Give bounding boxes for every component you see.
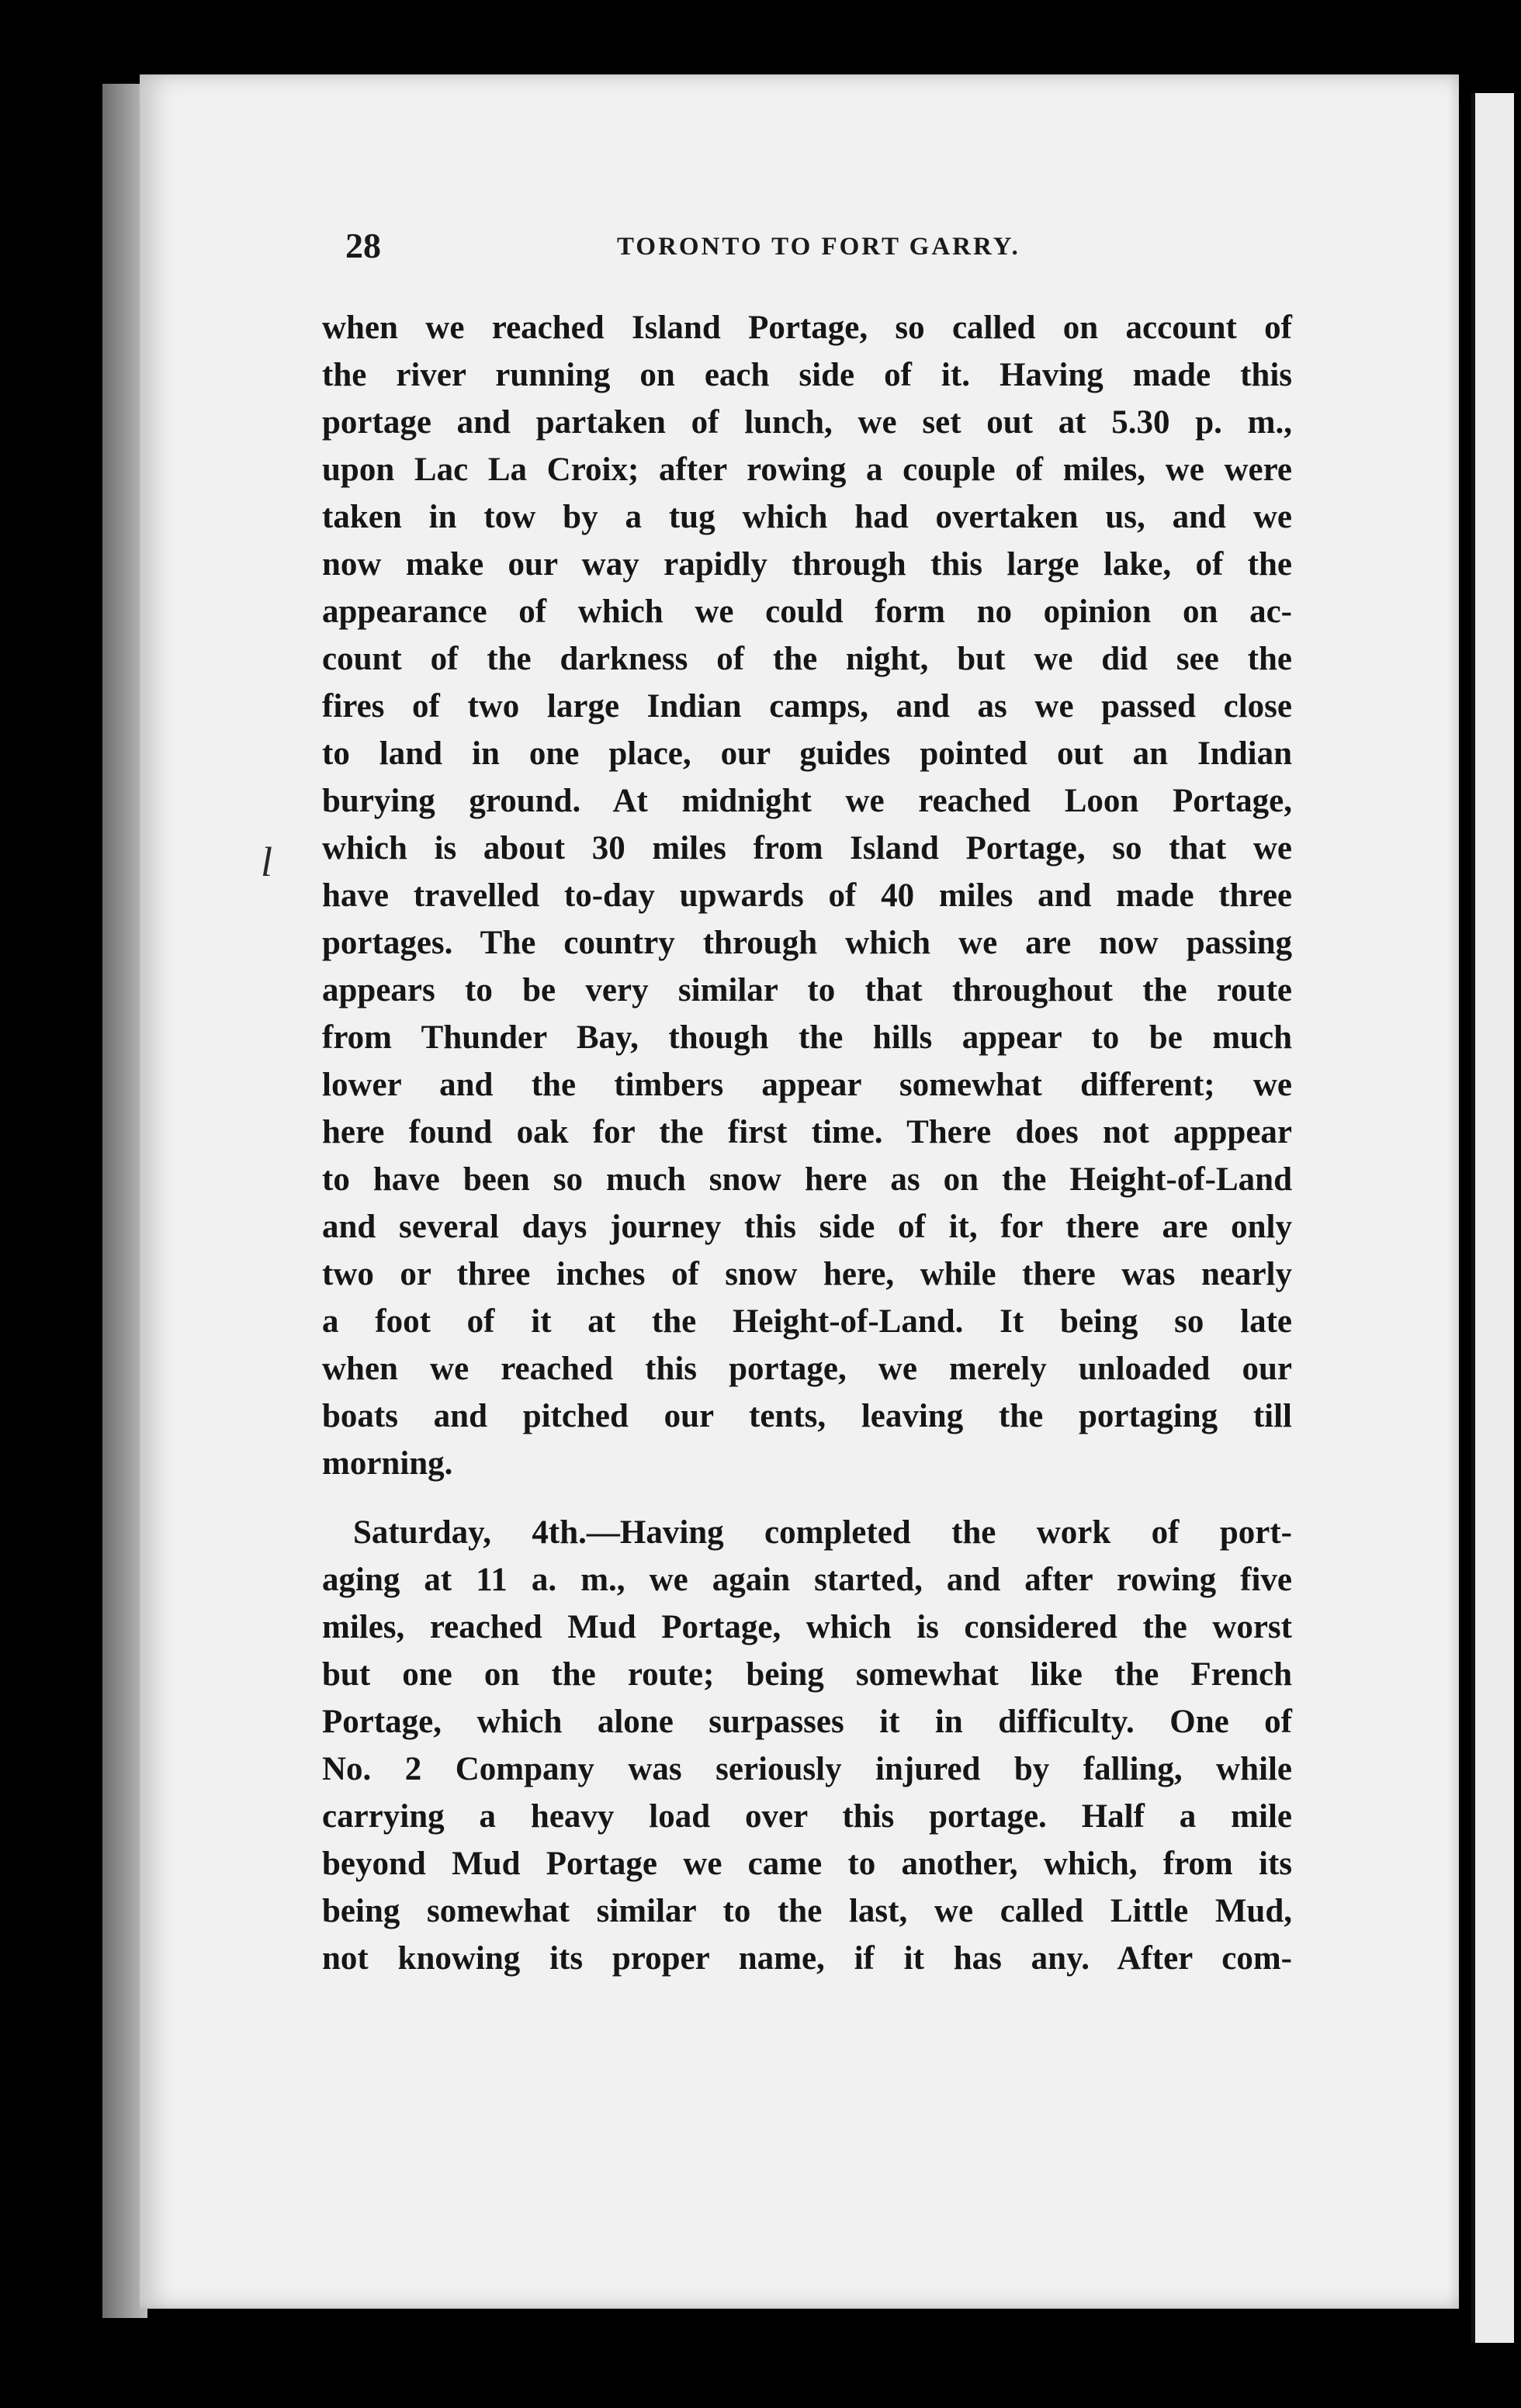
text-line: here found oak for the first time. There does not apppear <box>322 1114 1292 1150</box>
running-head <box>345 225 1277 279</box>
text-line: appears to be very similar to that throughout the route <box>322 972 1292 1009</box>
text-line: carrying a heavy load over this portage. Half a mile <box>322 1798 1292 1835</box>
text-line: but one on the route; being somewhat like the French <box>322 1656 1292 1693</box>
handwritten-margin-mark: l <box>261 839 273 885</box>
text-line: taken in tow by a tug which had overtaken us, and we <box>322 499 1292 535</box>
text-line: No. 2 Company was seriously injured by falling, while <box>322 1751 1292 1787</box>
text-line: appearance of which we could form no opinion on ac- <box>322 593 1292 630</box>
text-line: Saturday, 4th.—Having completed the work of port- <box>353 1514 1292 1551</box>
text-line: count of the darkness of the night, but we did see the <box>322 641 1292 677</box>
running-title: TORONTO TO FORT GARRY. <box>617 233 1020 261</box>
text-line: Portage, which alone surpasses it in difficulty. One of <box>322 1704 1292 1740</box>
text-line: boats and pitched our tents, leaving the portaging till <box>322 1398 1292 1434</box>
text-line: now make our way rapidly through this large lake, of the <box>322 546 1292 583</box>
text-line: the river running on each side of it. Having made this <box>322 357 1292 393</box>
text-line: when we reached this portage, we merely unloaded our <box>322 1351 1292 1387</box>
body-text <box>322 304 1292 1982</box>
text-line: portages. The country through which we are now passing <box>322 925 1292 961</box>
page-number: 28 <box>345 226 381 265</box>
text-line: not knowing its proper name, if it has any. After com- <box>322 1940 1292 1977</box>
text-line: from Thunder Bay, though the hills appear to be much <box>322 1019 1292 1056</box>
text-line: lower and the timbers appear somewhat different; we <box>322 1067 1292 1103</box>
paragraph-gap <box>322 1487 1292 1509</box>
text-line: upon Lac La Croix; after rowing a couple of miles, we were <box>322 452 1292 488</box>
text-line: portage and partaken of lunch, we set out at 5.30 p. m., <box>322 404 1292 441</box>
facing-page-edge <box>1471 93 1514 2343</box>
text-line: two or three inches of snow here, while there was nearly <box>322 1256 1292 1292</box>
text-line: have travelled to-day upwards of 40 miles and made three <box>322 877 1292 914</box>
text-line: to land in one place, our guides pointed out an Indian <box>322 735 1292 772</box>
text-line: a foot of it at the Height-of-Land. It being so late <box>322 1303 1292 1340</box>
text-line: fires of two large Indian camps, and as we passed close <box>322 688 1292 725</box>
text-line: beyond Mud Portage we came to another, which, from its <box>322 1846 1292 1882</box>
text-line: which is about 30 miles from Island Portage, so that we <box>322 830 1292 867</box>
text-line: burying ground. At midnight we reached Loon Portage, <box>322 783 1292 819</box>
text-line: aging at 11 a. m., we again started, and after rowing five <box>322 1562 1292 1598</box>
text-line: to have been so much snow here as on the Height-of-Land <box>322 1161 1292 1198</box>
text-line: being somewhat similar to the last, we called Little Mud, <box>322 1893 1292 1929</box>
text-line: morning. <box>322 1445 453 1482</box>
text-line: when we reached Island Portage, so called on account of <box>322 310 1292 346</box>
text-line: and several days journey this side of it, for there are only <box>322 1209 1292 1245</box>
text-line: miles, reached Mud Portage, which is considered the worst <box>322 1609 1292 1645</box>
